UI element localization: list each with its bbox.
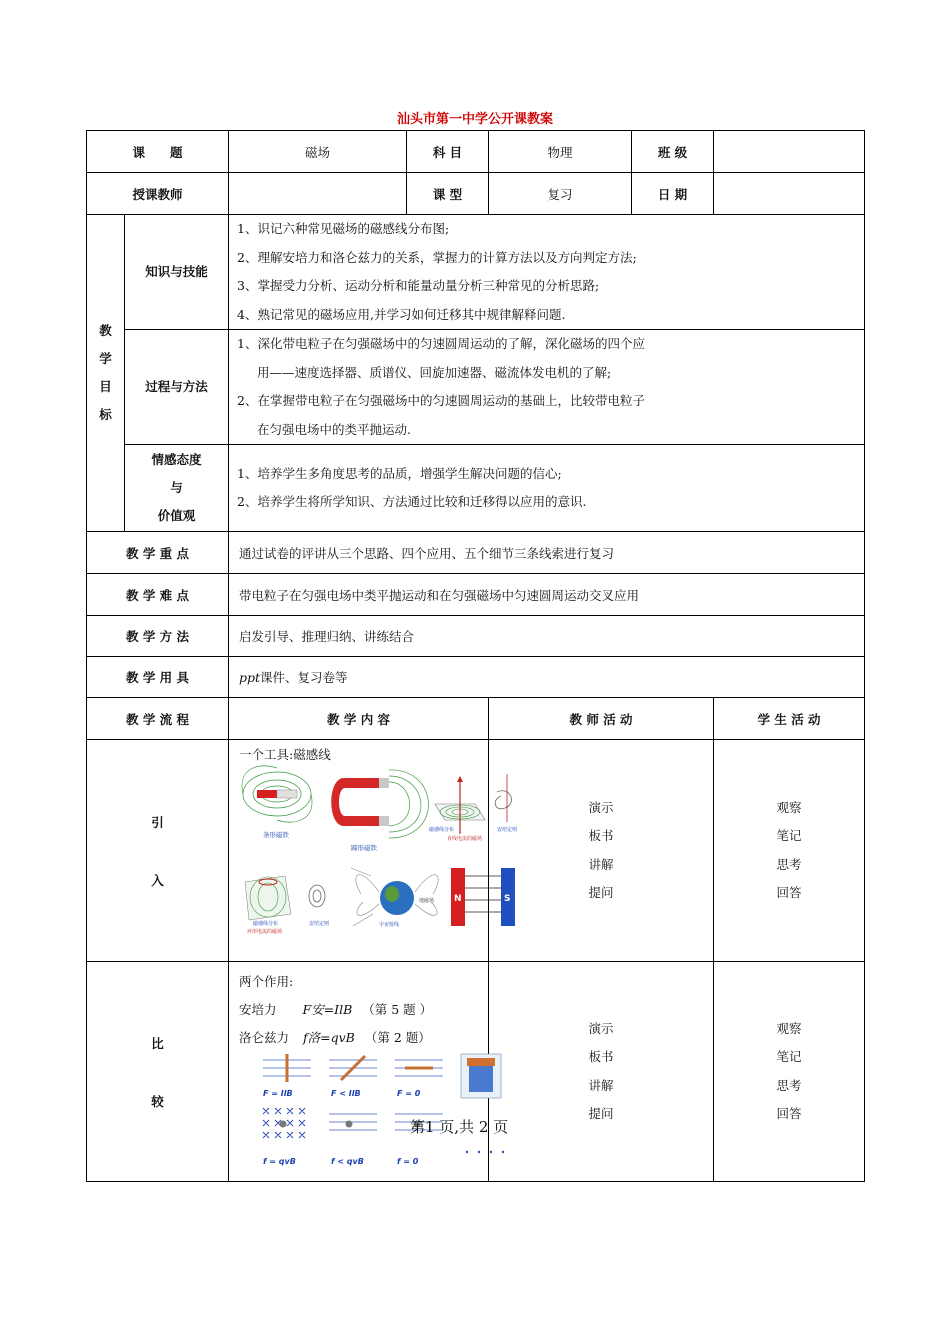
list-item: 4、熟记常见的磁场应用,并学习如何迁移其中规律解释问题. [237,306,566,322]
bar-magnet-diagram [242,766,312,839]
flow-compare-row [87,962,865,1182]
fig-label: N [454,894,462,904]
tools-value [229,657,865,698]
flow-content-header: 教 学 内 容 [229,698,489,740]
list-item: 1、培养学生多角度思考的品质，增强学生解决问题的信心; [237,465,562,481]
student-activity: 回答 [776,1106,802,1121]
ampere-force-line [239,996,478,1024]
method-label: 教 学 方 法 [87,616,229,657]
fig-label: F = 0 [397,1089,421,1098]
fig-label: 安培定则 [497,827,518,833]
course-label: 科 目 [407,131,489,173]
document-title: 汕头市第一中学公开课教案 [396,112,553,127]
method-value: 启发引导、推理归纳、讲练结合 [229,616,865,657]
uniform-field-diagram [451,868,515,926]
student-activity: 回答 [776,885,802,900]
header-row-1 [87,131,865,173]
flow-stage-header: 教 学 流 程 [87,698,229,740]
type-value: 复习 [489,173,632,215]
fig-label: 环形电流的磁场 [247,929,283,935]
objective-process-row [87,330,865,445]
knowledge-list [229,215,865,330]
earth-magnetic-field-diagram [351,868,438,928]
fig-label: f = qvB [263,1157,296,1166]
fig-label: 磁感线分布 [253,921,279,927]
teacher-activity: 讲解 [588,1077,614,1093]
list-item: 2、在掌握带电粒子在匀强磁场中的匀速圆周运动的基础上，比较带电粒子 [237,393,645,408]
teacher-activity: 板书 [588,1049,614,1064]
intro-stage-char: 入 [151,872,164,888]
lorentz-force-note: （第 2 题） [364,1030,431,1045]
objectives-char: 标 [99,407,112,422]
teacher-activity: 提问 [588,1106,614,1121]
ampere-force-formula: F安=IlB [302,1002,353,1017]
flow-header-row [87,698,865,740]
student-activity: 笔记 [776,1049,802,1064]
fig-label: 安培定则 [309,921,330,927]
subject-value: 磁场 [229,131,407,173]
difficulty-value: 带电粒子在匀强电场中类平抛运动和在匀强磁场中匀速圆周运动交叉应用 [229,574,865,616]
emotion-label-line: 价值观 [157,508,196,523]
horseshoe-magnet-diagram [331,770,428,852]
teacher-activity: 提问 [588,885,614,900]
course-value: 物理 [489,131,632,173]
student-activity: 思考 [776,1077,802,1093]
intro-stage-char: 引 [151,814,164,830]
student-activity: 思考 [776,856,802,872]
ampere-force-note: （第 5 题 ） [362,1002,433,1017]
class-label: 班 级 [632,131,714,173]
page-footer: 第1 页,共 2 页 [410,1118,509,1136]
emotion-label [125,445,229,532]
force-comparison-figure [239,1052,525,1170]
emotion-label-line: 情感态度 [151,452,202,467]
fig-label: f < qvB [331,1157,364,1166]
emotion-label-line: 与 [170,480,183,495]
objectives-char: 学 [99,351,112,366]
teacher-activity: 演示 [588,799,614,815]
compare-stage-char: 比 [151,1035,164,1051]
teacher-activity: 讲解 [588,856,614,872]
lesson-plan-table [86,130,865,1182]
list-item: 1、深化带电粒子在匀强磁场中的匀速圆周运动的了解，深化磁场的四个应 [237,336,645,351]
fig-label: 地磁场 [419,898,435,904]
list-item: 3、掌握受力分析、运动分析和能量动量分析三种常见的分析思路; [237,278,600,293]
compare-stage [87,962,229,1182]
lorentz-force-label: 洛仑兹力 [239,1030,290,1045]
fig-label: 蹄形磁铁 [351,844,378,852]
flow-student-header: 学 生 活 动 [714,698,865,740]
fig-label: S [504,894,511,904]
fig-label: 磁感线分布 [429,827,455,833]
teacher-activity: 演示 [588,1020,614,1036]
fig-label: 宇宙射线 [379,922,400,928]
class-value [714,131,865,173]
knowledge-label: 知识与技能 [125,215,229,330]
teacher-value [229,173,407,215]
objective-emotion-row [87,445,865,532]
tools-value-rest: 课件、复习卷等 [260,670,348,685]
compare-student-activities [714,962,865,1182]
list-item: 1、识记六种常见磁场的磁感线分布图; [237,221,450,236]
velocity-selector-diagram [461,1054,501,1098]
process-label: 过程与方法 [125,330,229,445]
header-row-2 [87,173,865,215]
subject-label: 课 题 [87,131,229,173]
teacher-activity: 板书 [588,828,614,843]
emotion-list [229,445,865,532]
compare-content [229,962,489,1182]
teacher-label: 授课教师 [87,173,229,215]
type-label: 课 型 [407,173,489,215]
list-item: 2、理解安培力和洛仑兹力的关系，掌握力的计算方法以及方向判定方法; [237,249,637,265]
lorentz-force-formula: f洛=qvB [303,1030,355,1045]
magnetic-field-lines-figure [239,764,525,939]
flow-teacher-header: 教 师 活 动 [489,698,714,740]
process-list [229,330,865,445]
student-activity: 观察 [776,799,802,815]
fig-label: F < IlB [331,1089,361,1098]
ring-current-diagram [245,876,329,935]
objectives-group-label [87,215,125,532]
date-value [714,173,865,215]
objective-knowledge-row [87,215,865,330]
tools-value-ppt: ppt [239,670,261,685]
fig-label: F = IlB [263,1089,293,1098]
ampere-force-label: 安培力 [239,1002,277,1017]
flow-intro-row [87,740,865,962]
key-point-label: 教 学 重 点 [87,532,229,574]
difficulty-label: 教 学 难 点 [87,574,229,616]
student-activity: 观察 [776,1020,802,1036]
straight-current-diagram [429,774,517,842]
fig-label: 条形磁铁 [263,831,290,839]
objectives-char: 教 [99,323,112,338]
intro-content [229,740,518,962]
key-point-row [87,532,865,574]
tools-row [87,657,865,698]
list-item: 在匀强电场中的类平抛运动. [257,421,411,437]
method-row [87,616,865,657]
compare-heading: 两个作用: [239,974,294,989]
fig-label: f = 0 [397,1157,419,1166]
date-label: 日 期 [632,173,714,215]
list-item: 2、培养学生将所学知识、方法通过比较和迁移得以应用的意识. [237,494,587,509]
intro-heading: 一个工具:磁感线 [239,747,331,762]
key-point-value: 通过试卷的评讲从三个思路、四个应用、五个细节三条线索进行复习 [229,532,865,574]
list-item: 用——速度选择器、质谱仪、回旋加速器、磁流体发电机的了解; [257,364,612,380]
fig-label: 直线电流的磁场 [447,836,483,842]
lorentz-force-line [239,1024,478,1052]
objectives-char: 目 [99,379,112,394]
compare-stage-char: 较 [151,1093,164,1109]
student-activity: 笔记 [776,828,802,843]
intro-stage [87,740,229,962]
intro-student-activities [714,740,865,962]
tools-label: 教 学 用 具 [87,657,229,698]
dot-field-diagram [466,1151,504,1153]
difficulty-row [87,574,865,616]
